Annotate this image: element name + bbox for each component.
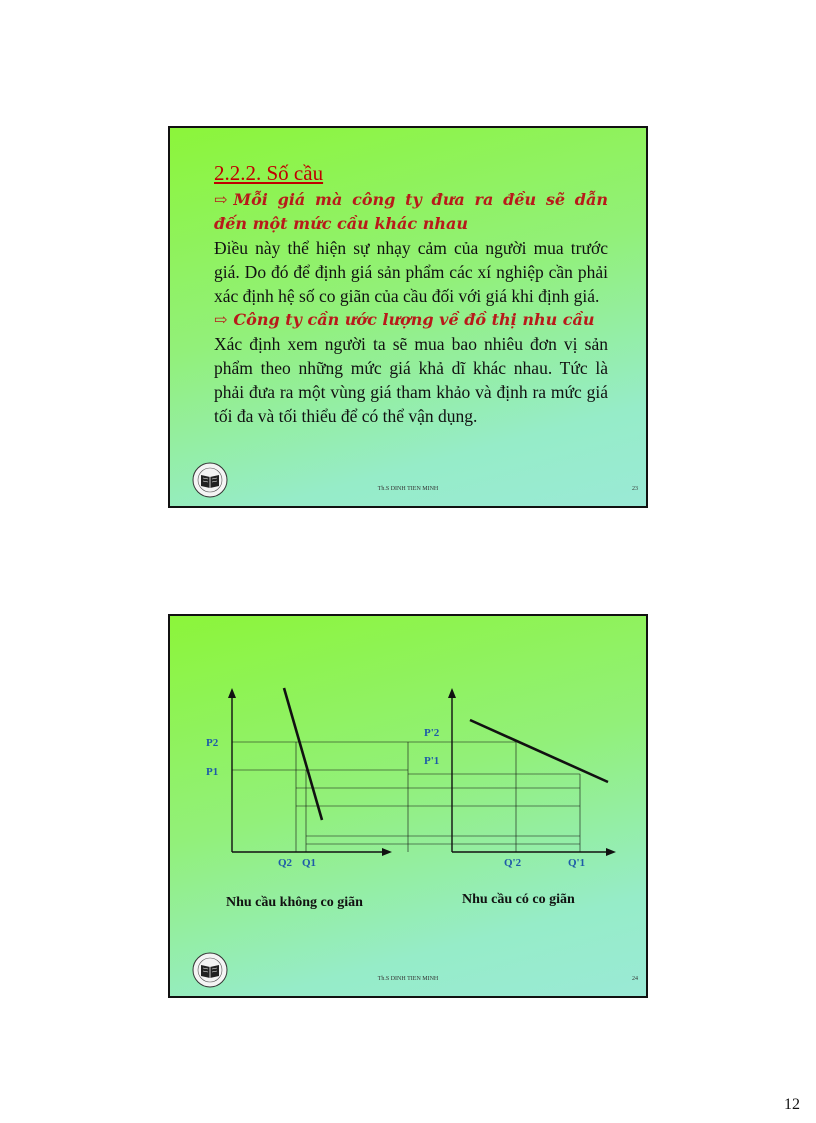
slide-page-number: 23 xyxy=(632,486,638,492)
bullet-1-text: Mỗi giá mà công ty đưa ra đều sẽ dẫn đến một mức cầu khác nhau xyxy=(214,190,608,233)
x-tick-Q2: Q2 xyxy=(278,857,293,869)
inelastic-demand-curve xyxy=(284,688,322,820)
open-book-logo-icon xyxy=(192,462,228,498)
paragraph-2: Xác định xem người ta sẽ mua bao nhiêu đơn vị sản phẩm theo những mức giá khả dĩ khác nhau. Tức là phải đưa ra một vùng giá tham khảo và định ra mức giá tối đa và tối thiểu để có thể vận dụng. xyxy=(214,334,608,426)
left-x-axis-arrow xyxy=(382,848,392,856)
paragraph-1: Điều này thể hiện sự nhạy cảm của người mua trước giá. Do đó để định giá sản phẩm các xí nghiệp cần phải xác định hệ số co giãn của cầu đối với giá khi định giá. xyxy=(214,238,608,306)
bullet-1 xyxy=(214,188,608,236)
slide-page-number: 24 xyxy=(632,976,638,982)
hollow-right-arrow-icon: ⇨ xyxy=(214,190,228,209)
y-tick-P1-prime: P'1 xyxy=(424,755,440,767)
left-y-axis-arrow xyxy=(228,688,236,698)
right-chart-title: Nhu cầu có co giãn xyxy=(462,892,575,907)
author-text: Th.S DINH TIEN MINH xyxy=(377,976,439,982)
x-tick-Q1: Q1 xyxy=(302,857,317,869)
x-tick-Q2-prime: Q'2 xyxy=(504,857,522,869)
author-text: Th.S DINH TIEN MINH xyxy=(377,486,439,492)
bullet-2-text: Công ty cần ước lượng về đồ thị nhu cầu xyxy=(233,310,595,329)
slide-24 xyxy=(168,614,648,998)
slide-title: 2.2.2. Số cầu xyxy=(214,161,324,185)
elastic-demand-curve xyxy=(470,720,608,782)
y-tick-P2-prime: P'2 xyxy=(424,727,440,739)
bullet-2 xyxy=(214,308,608,332)
hollow-right-arrow-icon: ⇨ xyxy=(214,310,228,329)
slide-footer xyxy=(170,952,646,990)
right-y-axis-arrow xyxy=(448,688,456,698)
slide-footer xyxy=(170,462,646,500)
left-chart-title: Nhu cầu không co giãn xyxy=(226,895,363,910)
right-x-axis-arrow xyxy=(606,848,616,856)
y-tick-P2: P2 xyxy=(206,737,219,749)
slide-text xyxy=(214,160,608,428)
document-page-number: 12 xyxy=(784,1096,800,1113)
demand-charts xyxy=(170,616,646,946)
x-tick-Q1-prime: Q'1 xyxy=(568,857,586,869)
y-tick-P1: P1 xyxy=(206,766,219,778)
slide-23 xyxy=(168,126,648,508)
open-book-logo-icon xyxy=(192,952,228,988)
